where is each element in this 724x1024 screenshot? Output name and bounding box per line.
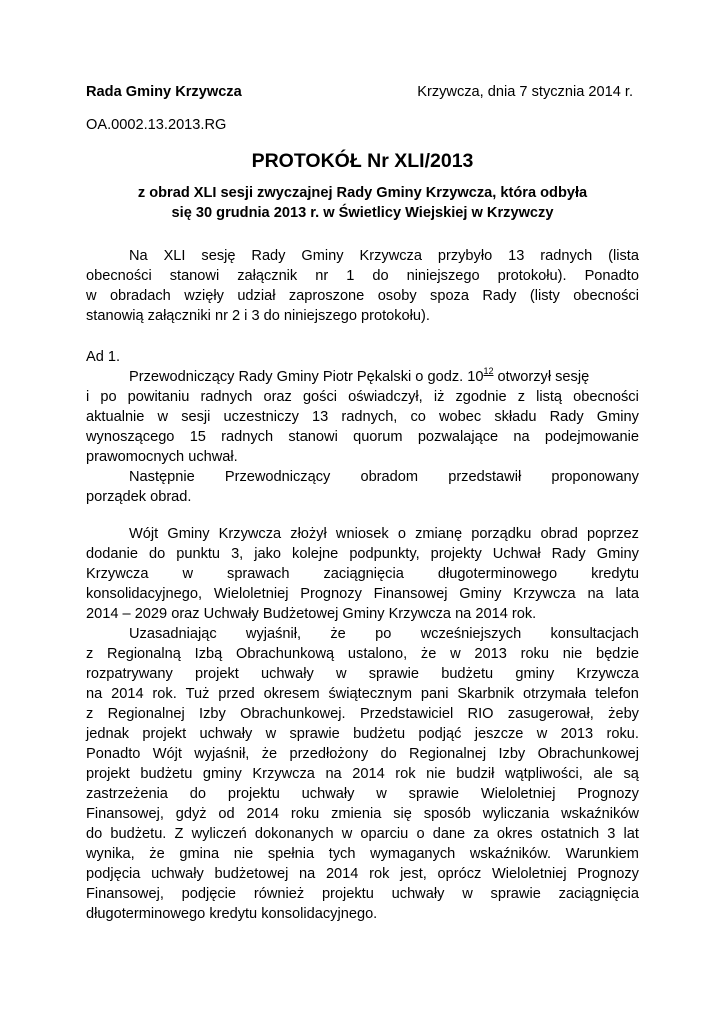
word: 13 xyxy=(508,248,525,264)
word: Regionalnej xyxy=(107,706,185,722)
text-line-with-time xyxy=(86,367,639,387)
paragraph-motion xyxy=(86,524,639,624)
word: Rady xyxy=(482,288,517,304)
word: i xyxy=(86,389,90,405)
word: proponowany xyxy=(551,469,639,485)
word: na xyxy=(325,766,342,782)
word: uchwały xyxy=(391,886,445,902)
word: telefon xyxy=(595,686,639,702)
text-line xyxy=(86,764,639,784)
word: o xyxy=(397,526,406,542)
word: sesję xyxy=(201,248,236,264)
word: Izby xyxy=(498,746,526,762)
document-header xyxy=(86,84,639,106)
word: przedstawił xyxy=(448,469,522,485)
word: Gminy xyxy=(596,546,639,562)
word: wyjaśnił, xyxy=(194,746,250,762)
word: Finansowej, xyxy=(86,886,164,902)
word: na xyxy=(513,429,530,445)
word: RIO xyxy=(467,706,494,722)
word: obrad xyxy=(540,526,578,542)
text-line xyxy=(86,644,639,664)
word: 1 xyxy=(346,268,355,284)
text-line xyxy=(86,387,639,407)
word: w xyxy=(157,409,169,425)
word: okresem xyxy=(263,686,320,702)
word: wskaźników. xyxy=(469,846,551,862)
word: 2013 xyxy=(474,646,507,662)
word: do xyxy=(372,268,389,284)
word: w xyxy=(265,726,277,742)
word: listą xyxy=(536,389,563,405)
word: Krzywcza xyxy=(86,566,149,582)
text-line xyxy=(86,524,639,544)
word: po xyxy=(100,389,117,405)
word: osoby xyxy=(377,288,417,304)
word: w xyxy=(86,288,97,304)
text-line: prawomocnych uchwał. xyxy=(86,449,238,465)
word: na xyxy=(299,866,316,882)
word: aktualnie xyxy=(86,409,145,425)
intro-paragraph xyxy=(86,246,639,326)
word: Gminy xyxy=(459,586,502,602)
word: Gminy xyxy=(596,409,639,425)
word: poprzez xyxy=(586,526,639,542)
subtitle-line: z obrad XLI sesji zwyczajnej Rady Gminy Krzywcza, która odbyła xyxy=(137,185,588,201)
word: zasugerował, xyxy=(507,706,594,722)
text-line xyxy=(86,544,639,564)
word: co xyxy=(410,409,426,425)
word: nr xyxy=(315,268,329,284)
text-line xyxy=(86,664,639,684)
word: budżetu xyxy=(353,726,406,742)
text-line xyxy=(86,564,639,584)
word: obradom xyxy=(360,469,419,485)
word: sprawie xyxy=(408,786,459,802)
word: podpunkty, xyxy=(349,546,420,562)
council-name: Rada Gminy Krzywcza xyxy=(86,84,242,100)
word: roku. xyxy=(606,726,639,742)
word: zaciągnięcia xyxy=(558,886,639,902)
word: podjęcia xyxy=(86,866,141,882)
word: dokonanych xyxy=(254,826,334,842)
word: sesji xyxy=(181,409,211,425)
text-line xyxy=(86,286,639,306)
word: spełnia xyxy=(267,846,315,862)
word: Regionalnej xyxy=(409,746,487,762)
word: pani xyxy=(420,686,449,702)
word: uchwały xyxy=(301,786,355,802)
word: okres xyxy=(496,826,533,842)
word: sprawie xyxy=(289,726,340,742)
text-line xyxy=(86,684,639,704)
word: protokołu). xyxy=(497,268,567,284)
word: niniejszego xyxy=(406,268,480,284)
word: przed xyxy=(218,686,255,702)
word: Regionalną xyxy=(107,646,181,662)
text-line xyxy=(86,824,639,844)
text-line xyxy=(86,724,639,744)
word: do xyxy=(380,746,397,762)
word: na xyxy=(86,686,103,702)
word: Wójt xyxy=(129,526,159,542)
word: Obrachunkowej. xyxy=(240,706,346,722)
word: spoza xyxy=(430,288,469,304)
document-page xyxy=(86,84,639,924)
word: na xyxy=(587,586,604,602)
word: Rady xyxy=(551,546,586,562)
time-minutes-superscript: 12 xyxy=(483,366,494,377)
word: Gminy xyxy=(301,248,344,264)
word: pozwalające xyxy=(417,429,499,445)
word: projekt xyxy=(142,726,187,742)
word: wobec xyxy=(439,409,482,425)
text-line: porządek obrad. xyxy=(86,489,192,505)
text-line: 2014 – 2029 oraz Uchwały Budżetowej Gminy Krzywcza na 2014 rok. xyxy=(86,606,537,622)
word: Prognozy xyxy=(577,866,639,882)
word: załącznik xyxy=(237,268,298,284)
word: stanowi xyxy=(169,268,220,284)
word: Krzywcza xyxy=(513,586,576,602)
text-line xyxy=(86,804,639,824)
word: Uchwał xyxy=(492,546,541,562)
word: budżetu xyxy=(441,666,494,682)
word: gminy xyxy=(202,766,242,782)
word: Rady xyxy=(549,409,584,425)
word: gminy xyxy=(515,666,555,682)
text-line xyxy=(86,427,639,447)
word: jako xyxy=(254,546,282,562)
word: uchwały xyxy=(151,866,204,882)
word: również xyxy=(253,886,305,902)
word: (lista xyxy=(608,248,639,264)
word: konsolidacyjnego, xyxy=(86,586,203,602)
word: ustalono, xyxy=(347,646,408,662)
word: Finansowej, xyxy=(86,806,164,822)
word: projekt xyxy=(195,666,239,682)
word: podjęcie xyxy=(181,886,237,902)
word: podjąć xyxy=(418,726,462,742)
word: podejmowanie xyxy=(544,429,639,445)
word: Uzasadniając xyxy=(129,626,217,642)
word: wymaganych xyxy=(370,846,456,862)
word: oprócz xyxy=(437,866,482,882)
word: przybyło xyxy=(437,248,493,264)
word: w xyxy=(450,646,461,662)
word: Krzywcza xyxy=(218,526,282,542)
word: 2014 xyxy=(352,766,385,782)
document-subtitle xyxy=(86,183,639,223)
word: 2014 xyxy=(325,866,359,882)
word: po xyxy=(375,626,392,642)
word: Izby xyxy=(199,706,226,722)
text-line xyxy=(86,784,639,804)
word: z xyxy=(517,389,525,405)
place-date: Krzywcza, dnia 7 stycznia 2014 r. xyxy=(417,84,633,100)
word: budżetowej xyxy=(214,866,289,882)
word: Wieloletniej xyxy=(480,786,556,802)
word: 2013 xyxy=(560,726,594,742)
word: z xyxy=(86,706,94,722)
word: przedłożony xyxy=(289,746,369,762)
word: od xyxy=(218,806,235,822)
word: 3, xyxy=(231,546,244,562)
word: wątpliwości, xyxy=(504,766,583,782)
word: budżetu. xyxy=(110,826,167,842)
word: kolejne xyxy=(292,546,339,562)
word: obecności xyxy=(573,389,639,405)
word: rok xyxy=(395,766,416,782)
word: Tuż xyxy=(185,686,210,702)
word: oraz xyxy=(263,389,292,405)
word: Krzywcza xyxy=(359,248,422,264)
word: otrzymała xyxy=(522,686,587,702)
word: zaciągnięcia xyxy=(323,566,404,582)
word: projektu xyxy=(227,786,280,802)
word: nie xyxy=(562,646,583,662)
word: 15 xyxy=(189,429,206,445)
text-line xyxy=(86,584,639,604)
word: Finansowej xyxy=(373,586,448,602)
opening-text: Przewodniczący Rady Gminy Piotr Pękalski o godz. $10^{12}$ otworzył sesję xyxy=(129,366,590,385)
word: Krzywcza xyxy=(576,666,639,682)
word: Na xyxy=(129,248,148,264)
word: uchwały xyxy=(199,726,253,742)
word: do xyxy=(86,826,103,842)
word: Wieloletniej xyxy=(213,586,289,602)
word: wzięły xyxy=(184,288,224,304)
word: wniosek xyxy=(335,526,389,542)
word: Obrachunkowej xyxy=(537,746,639,762)
word: lat xyxy=(623,826,639,842)
word: Izbą xyxy=(194,646,223,662)
word: ale xyxy=(593,766,613,782)
word: kredytu xyxy=(591,566,639,582)
word: udział xyxy=(237,288,276,304)
word: 13 xyxy=(312,409,329,425)
word: wynika, xyxy=(86,846,135,862)
text-line: długoterminowego kredytu konsolidacyjnego. xyxy=(86,906,378,922)
word: porządku xyxy=(471,526,532,542)
text-line xyxy=(86,407,639,427)
word: zaproszone xyxy=(288,288,365,304)
word: lata xyxy=(615,586,639,602)
text-line xyxy=(86,467,639,487)
word: jeszcze xyxy=(474,726,524,742)
word: się xyxy=(393,806,412,822)
word: obecności xyxy=(573,288,639,304)
word: że xyxy=(261,746,278,762)
word: składu xyxy=(494,409,537,425)
word: w xyxy=(536,726,548,742)
word: za xyxy=(473,826,489,842)
paragraph-justification xyxy=(86,624,639,924)
word: wyliczeń xyxy=(191,826,247,842)
word: radnych xyxy=(540,248,593,264)
word: rozpatrywany xyxy=(86,666,173,682)
word: że xyxy=(330,626,346,642)
word: Ponadto xyxy=(584,268,639,284)
word: o xyxy=(416,826,425,842)
word: długoterminowego xyxy=(437,566,558,582)
word: punktu xyxy=(176,546,221,562)
word: powitaniu xyxy=(127,389,190,405)
word: jest, xyxy=(400,866,427,882)
reference-number: OA.0002.13.2013.RG xyxy=(86,117,227,133)
word: tych xyxy=(328,846,356,862)
word: Obrachunkową xyxy=(235,646,335,662)
word: obecności xyxy=(86,268,152,284)
word: z xyxy=(86,646,94,662)
word: wyjaśnił, xyxy=(245,626,302,642)
word: sposób xyxy=(423,806,471,822)
word: wynoszącego xyxy=(86,429,175,445)
word: projekty xyxy=(430,546,482,562)
text-line: stanowią załączniki nr 2 i 3 do niniejszego protokołu). xyxy=(86,308,430,324)
text-line xyxy=(86,266,639,286)
word: że xyxy=(420,646,437,662)
word: że xyxy=(149,846,165,862)
word: 2014 xyxy=(111,686,144,702)
text-line xyxy=(86,884,639,904)
text-line xyxy=(86,704,639,724)
word: dane xyxy=(432,826,466,842)
word: w xyxy=(335,666,347,682)
text-line xyxy=(86,844,639,864)
word: wyliczania xyxy=(482,806,550,822)
word: złożył xyxy=(290,526,327,542)
word: zmianę xyxy=(415,526,463,542)
text-line xyxy=(86,624,639,644)
word: Prognozy xyxy=(577,786,639,802)
word: rok. xyxy=(152,686,177,702)
word: do xyxy=(148,546,166,562)
word: nie xyxy=(426,766,446,782)
paragraph-agenda xyxy=(86,467,639,507)
word: będzie xyxy=(595,646,639,662)
word: projekt xyxy=(86,766,130,782)
word: iż xyxy=(433,389,445,405)
word: są xyxy=(623,766,639,782)
word: Rady xyxy=(251,248,286,264)
text-line xyxy=(86,744,639,764)
word: w xyxy=(376,786,387,802)
word: roku xyxy=(290,806,320,822)
word: w xyxy=(462,886,473,902)
word: do xyxy=(189,786,207,802)
word: sprawach xyxy=(227,566,290,582)
word: Z xyxy=(174,826,184,842)
word: radnych xyxy=(200,389,253,405)
word: stanowi xyxy=(288,429,338,445)
word: wcześniejszych xyxy=(420,626,522,642)
word: 3 xyxy=(607,826,616,842)
word: rok xyxy=(369,866,390,882)
word: żeby xyxy=(608,706,639,722)
word: ostatnich xyxy=(540,826,600,842)
word: Następnie xyxy=(129,469,195,485)
word: Skarbnik xyxy=(457,686,515,702)
word: 2014 xyxy=(246,806,279,822)
word: nie xyxy=(233,846,254,862)
word: jednak xyxy=(86,726,130,742)
word: Przedstawiciel xyxy=(359,706,454,722)
word: sprawie xyxy=(490,886,541,902)
text-line xyxy=(86,246,639,266)
word: konsultacjach xyxy=(550,626,639,642)
word: quorum xyxy=(353,429,403,445)
word: budził xyxy=(456,766,495,782)
word: uchwały xyxy=(261,666,314,682)
word: oparciu xyxy=(360,826,409,842)
paragraph-opening xyxy=(86,367,639,467)
text-line xyxy=(86,864,639,884)
word: radnych xyxy=(221,429,274,445)
word: Wieloletniej xyxy=(492,866,567,882)
document-title: PROTOKÓŁ Nr XLI/2013 xyxy=(251,150,474,172)
word: budżetu xyxy=(140,766,193,782)
word: wskaźników xyxy=(561,806,639,822)
word: dodanie xyxy=(86,546,138,562)
word: projektu xyxy=(321,886,374,902)
word: Krzywcza xyxy=(252,766,315,782)
agenda-item-heading: Ad 1. xyxy=(86,349,121,365)
word: obradach xyxy=(109,288,171,304)
word: Ponadto xyxy=(86,746,141,762)
word: Przewodniczący xyxy=(224,469,331,485)
word: zgodnie xyxy=(455,389,507,405)
word: zmienia xyxy=(331,806,382,822)
word: świątecznym xyxy=(328,686,412,702)
word: roku xyxy=(520,646,549,662)
word: Warunkiem xyxy=(565,846,639,862)
word: w xyxy=(341,826,353,842)
word: sprawie xyxy=(368,666,419,682)
word: XLI xyxy=(163,248,186,264)
word: Gminy xyxy=(167,526,210,542)
word: uczestniczy xyxy=(223,409,299,425)
word: Wójt xyxy=(152,746,182,762)
word: (listy xyxy=(529,288,560,304)
word: Prognozy xyxy=(300,586,362,602)
word: w xyxy=(182,566,193,582)
subtitle-line: się 30 grudnia 2013 r. w Świetlicy Wiejskiej w Krzywczy xyxy=(171,205,554,221)
word: zastrzeżenia xyxy=(86,786,168,802)
word: gości xyxy=(302,389,338,405)
word: gmina xyxy=(179,846,220,862)
word: gdyż xyxy=(175,806,207,822)
word: radnych, xyxy=(341,409,398,425)
word: oświadczył, xyxy=(348,389,423,405)
